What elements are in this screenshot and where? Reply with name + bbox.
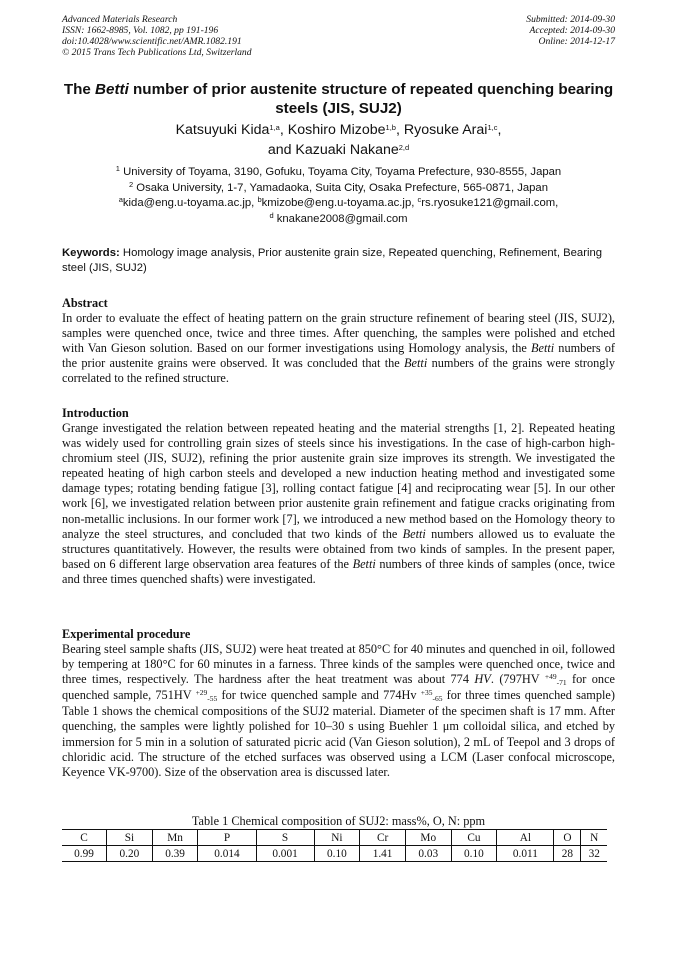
affiliation-text: University of Toyama, 3190, Gofuku, Toyama City, Toyama Prefecture, 930-8555, Japan: [119, 166, 562, 178]
table-header-cell: Cu: [451, 830, 497, 846]
email-link[interactable]: kida@eng.u-toyama.ac.jp,: [122, 197, 258, 209]
table-header-cell: Al: [497, 830, 554, 846]
author-affiliation-mark: 2,d: [398, 143, 410, 152]
email-line: [62, 212, 615, 228]
table-cell: 0.10: [314, 846, 360, 862]
online-date: Online: 2014-12-17: [538, 36, 615, 47]
affiliation-line: [62, 181, 615, 197]
text-run: In order to evaluate the effect of heating pattern on the grain structure refinement of bearing steel (JIS, SUJ2), samples were quenched once, twice and three times. After quenching, the samples were polished and etched with Van Gieson solution. Based on our former investigations using Homology analysis, the: [62, 311, 615, 356]
abstract-text: [62, 311, 615, 386]
table-cell: 0.10: [451, 846, 497, 862]
affiliation-mark: 1: [115, 164, 120, 173]
subscript: -55: [207, 694, 218, 704]
author-list: [62, 121, 615, 161]
table-cell: 32: [581, 846, 607, 862]
italic-run: Betti: [404, 356, 428, 371]
table-header-cell: Si: [107, 830, 153, 846]
title-part: The: [63, 81, 96, 98]
email-mark: a: [118, 195, 123, 204]
journal-issn: ISSN: 1662-8985, Vol. 1082, pp 191-196: [62, 25, 219, 36]
superscript: +35: [420, 688, 433, 698]
table-header-cell: Mo: [405, 830, 451, 846]
author-name: , Ryosuke Arai: [395, 122, 488, 138]
italic-run: Betti: [402, 526, 426, 541]
email-line: [62, 196, 615, 212]
author-name: , Koshiro Mizobe: [279, 122, 386, 138]
journal-copyright: © 2015 Trans Tech Publications Ltd, Switzerland: [62, 47, 252, 58]
text-run: Grange investigated the relation between repeated heating and the material strengths [1, 2]. Repeated heating was widely used for controlling grain sizes of steels since his investigations. In the case of high-carbon high-chromium steel (JIS, SUJ2), refining the prior austenite grain size improves its strength. We investigated the repeated heating of high carbon steels and developed a new induction heating method and investigated some damage types; rotating bending fatigue [3], rolling contact fatigue [4] and reciprocating wear [5]. In our other work [6], we investigated relation between prior austenite grain refinement and fatigue cracks originating from non-metallic inclusions. In our former work [7], we introduced a new method based on the Homology theory to analyze the steel structures, and concluded that two kinds of the: [62, 421, 615, 541]
superscript: +49: [544, 672, 557, 682]
text-run: for once quenched sample, 751HV: [62, 672, 615, 703]
table-cell: 28: [554, 846, 581, 862]
abstract-heading: Abstract: [62, 296, 108, 310]
table-header-cell: P: [198, 830, 256, 846]
italic-run: Betti: [352, 556, 376, 571]
table-caption: Table 1 Chemical composition of SUJ2: mass%, O, N: ppm: [191, 814, 486, 828]
journal-doi[interactable]: doi:10.4028/www.scientific.net/AMR.1082.191: [62, 36, 242, 47]
table-header-cell: C: [62, 830, 107, 846]
email-link[interactable]: kmizobe@eng.u-toyama.ac.jp,: [261, 197, 418, 209]
keywords-label: Keywords:: [62, 247, 120, 259]
author-separator: ,: [497, 122, 502, 138]
author-name: Katsuyuki Kida: [175, 122, 270, 138]
email-mark: b: [257, 195, 262, 204]
text-run: numbers allowed us to evaluate the structures quantitatively. However, the results were obtained from two kinds of samples. In the present paper, based on 6 different large observation area features of the: [62, 526, 615, 571]
introduction-text: [62, 421, 615, 587]
title-part: number of prior austenite structure of repeated quenching bearing steels (JIS, SUJ2): [128, 81, 614, 117]
table-cell: 0.39: [152, 846, 198, 862]
email-mark: c: [417, 195, 422, 204]
experimental-text: [62, 642, 615, 780]
table-header-row: [62, 830, 607, 846]
table-header-cell: Ni: [314, 830, 360, 846]
journal-info: [62, 14, 252, 58]
table-header-cell: N: [581, 830, 607, 846]
table-row: [62, 846, 607, 862]
experimental-heading: Experimental procedure: [62, 627, 191, 641]
table-header-cell: Cr: [360, 830, 406, 846]
text-run: numbers of the grains were strongly correlated to the refined structure.: [62, 356, 615, 386]
email-mark: d: [269, 210, 274, 220]
introduction-heading: Introduction: [62, 406, 129, 420]
table-cell: 0.014: [198, 846, 256, 862]
chemical-composition-table: [62, 829, 607, 862]
affiliations: [62, 165, 615, 227]
email-link[interactable]: rs.ryosuke121@gmail.com,: [421, 197, 559, 209]
journal-name: Advanced Materials Research: [62, 14, 178, 25]
submission-dates: [526, 14, 615, 47]
affiliation-text: Osaka University, 1-7, Yamadaoka, Suita City, Osaka Prefecture, 565-0871, Japan: [133, 181, 549, 194]
title-italic: Betti: [95, 81, 129, 98]
text-run: numbers of the prior austenite grains were observed. It was concluded that the: [62, 341, 615, 371]
text-run: numbers of three kinds of samples (once, twice and three times quenched shafts) were investigated.: [62, 556, 616, 586]
table-cell: 0.03: [405, 846, 451, 862]
table-header-cell: S: [256, 830, 314, 846]
paper-title: [62, 80, 615, 118]
author-affiliation-mark: 1,b: [385, 123, 396, 132]
table-cell: 1.41: [360, 846, 406, 862]
subscript: -71: [556, 678, 567, 688]
text-run: . (797HV: [490, 672, 545, 687]
affiliation-line: [62, 165, 615, 181]
text-run: for twice quenched sample and 774Hv: [217, 688, 421, 703]
superscript: +29: [195, 688, 208, 698]
text-run: for three times quenched sample) Table 1 shows the chemical compositions of the SUJ2 material. Diameter of the specimen shaft is 17 mm. After quenching, the samples were lightly polished for 10–30 s using Buehler 1 μm colloidal silica, and etched by immersion for 5 min in a solution of saturated picric acid (Van Gieson solution), 2 mL of Teepol and 3 drops of chloridic acid. The structure of the etched surfaces was observed using a LCM (Laser confocal microscope, Keyence VK-9700). Size of the observation area is discussed later.: [62, 688, 615, 779]
subscript: -65: [432, 694, 443, 704]
table-cell: 0.011: [497, 846, 554, 862]
table-header-cell: O: [554, 830, 581, 846]
italic-run: HV: [474, 672, 491, 687]
author-name: and Kazuaki Nakane: [267, 142, 399, 158]
keywords: [62, 246, 615, 275]
text-run: Bearing steel sample shafts (JIS, SUJ2) were heat treated at 850°C for 40 minutes and quenched in oil, followed by tempering at 180°C for 60 minutes in a farness. Three kinds of the samples were quenched once, twice and three times, respectively. The hardness after the heat treatment was about 774: [62, 642, 615, 687]
submitted-date: Submitted: 2014-09-30: [526, 14, 615, 25]
email-link[interactable]: knakane2008@gmail.com: [273, 212, 408, 225]
affiliation-mark: 2: [128, 179, 134, 189]
table-cell: 0.99: [62, 846, 107, 862]
table-header-cell: Mn: [152, 830, 198, 846]
italic-run: Betti: [530, 341, 555, 356]
accepted-date: Accepted: 2014-09-30: [529, 25, 615, 36]
table-cell: 0.001: [256, 846, 314, 862]
table-cell: 0.20: [107, 846, 153, 862]
author-affiliation-mark: 1,a: [269, 123, 280, 132]
author-affiliation-mark: 1,c: [487, 123, 498, 132]
keywords-text: Homology image analysis, Prior austenite grain size, Repeated quenching, Refinement, Bearing steel (JIS, SUJ2): [62, 247, 603, 274]
